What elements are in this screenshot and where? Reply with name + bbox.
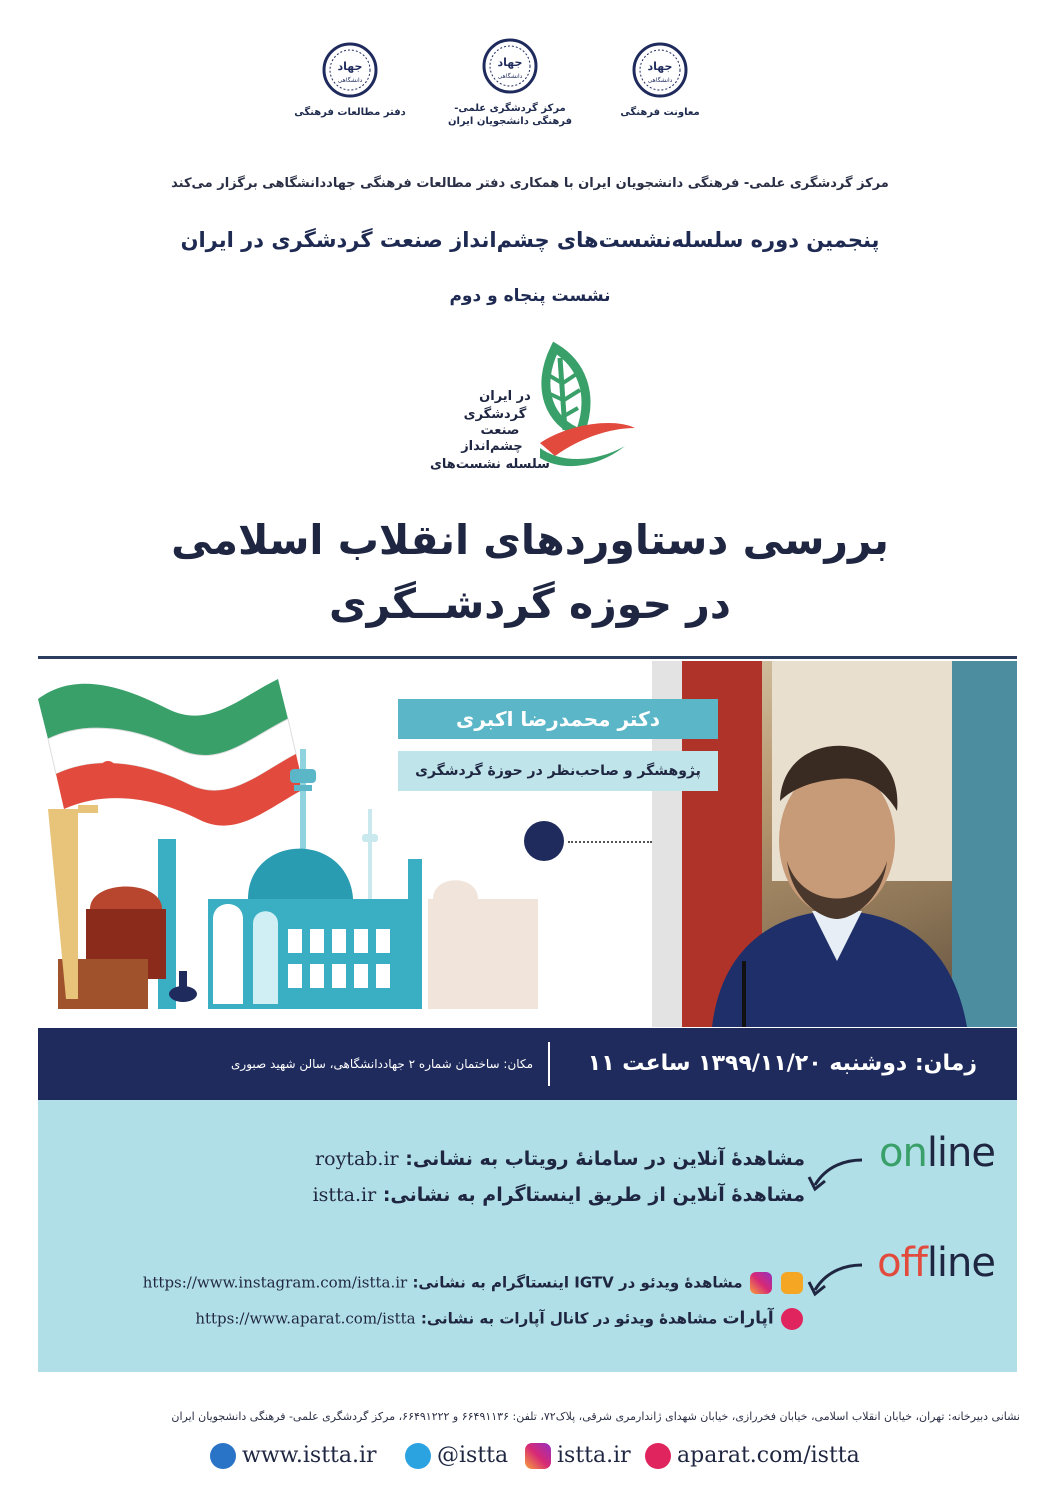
emblem-line-4: چشم‌انداز (461, 439, 523, 454)
offline-tag-off: off (877, 1240, 927, 1286)
speaker-name: دکتر محمدرضا اکبری (398, 699, 718, 739)
logo-label: معاونت فرهنگی (620, 107, 700, 118)
aparat-icon (781, 1308, 803, 1330)
logo-cultural-deputy (590, 42, 730, 119)
online-row-instagram (313, 1184, 805, 1206)
logo-tourism-center (440, 38, 580, 128)
seal-text: جهاد (337, 60, 363, 73)
intro-text: مرکز گردشگری علمی- فرهنگی دانشجویان ایران با همکاری دفتر مطالعات فرهنگی جهاددانشگاهی برگزار می‌کند (171, 176, 889, 191)
logo-cultural-studies (280, 42, 420, 119)
offline-row-text: مشاهدهٔ ویدئو در کانال آپارات به نشانی: (420, 1309, 718, 1328)
footer-links (200, 1438, 860, 1474)
series-title: پنجمین دوره سلسله‌نشست‌های چشم‌انداز صنعت گردشگری در ایران (180, 228, 880, 252)
istta-link[interactable]: istta.ir (312, 1184, 377, 1206)
online-row-text: مشاهدهٔ آنلاین از طریق اینستاگرام به نشانی: (382, 1184, 805, 1206)
speaker-banner (38, 656, 1017, 1028)
emblem-line-3: صنعت (480, 423, 520, 438)
telegram-icon (405, 1443, 431, 1469)
footer-aparat-text: aparat.com/istta (677, 1443, 860, 1468)
secretariat-address: نشانی دبیرخانه: تهران، خیابان انقلاب اسلامی، خیابان فخررازی، خیابان شهدای ژاندارمری شرقی، پلاک۷۲، تلفن: ۶۶۴۹۱۱۳۶ و ۶۶۴۹۱۲۲۲، مرکز گردشگری علمی- فرهنگی دانشجویان ایران (171, 1410, 1020, 1423)
offline-tag (877, 1240, 995, 1286)
main-title-line-1: بررسی دستاوردهای انقلاب اسلامی (171, 516, 889, 564)
footer-website-text: www.istta.ir (242, 1443, 377, 1468)
emblem-line-5: سلسله نشست‌های (430, 457, 550, 472)
online-tag-on: on (878, 1130, 927, 1176)
offline-row-text: مشاهدهٔ ویدئو در IGTV اینستاگرام به نشانی: (412, 1273, 743, 1292)
emblem-line-2: گردشگری (463, 407, 527, 422)
offline-tag-line: line (926, 1240, 995, 1286)
online-row-text: مشاهدهٔ آنلاین در سامانهٔ رویتاب به نشانی: (405, 1148, 805, 1170)
ie-icon (210, 1443, 236, 1469)
curved-arrow-icon (807, 1260, 867, 1300)
main-title-line-2: در حوزه گردشــگری (329, 580, 731, 628)
logo-row (294, 38, 720, 138)
seal-subtext: دانشگاهی (497, 73, 523, 80)
aparat-icon (645, 1443, 671, 1469)
session-number: نشست پنجاه و دوم (449, 286, 611, 306)
swoosh-red (540, 423, 635, 456)
speaker-role: پژوهشگر و صاحب‌نظر در حوزهٔ گردشگری (398, 751, 718, 791)
connector-line (568, 841, 652, 843)
viewing-info (38, 1100, 1017, 1372)
offline-row-igtv (143, 1272, 805, 1294)
online-tag-line: line (926, 1130, 995, 1176)
online-row-roytab (315, 1148, 805, 1170)
event-place: مکان: ساختمان شماره ۲ جهاددانشگاهی، سالن شهید صبوری (231, 1057, 533, 1071)
event-time: زمان: دوشنبه ۱۳۹۹/۱۱/۲۰ ساعت ۱۱ (587, 1051, 977, 1076)
footer-aparat[interactable] (645, 1438, 860, 1474)
seal-text: جهاد (647, 60, 673, 73)
time-place-bar (38, 1028, 1017, 1100)
logo-label: دفتر مطالعات فرهنگی (294, 107, 406, 118)
logo-label: مرکز گردشگری علمی-فرهنگی دانشجویان ایران (447, 103, 573, 127)
footer-instagram[interactable] (525, 1438, 631, 1474)
instagram-icon (525, 1443, 551, 1469)
offline-row-aparat (195, 1308, 805, 1330)
instagram-igtv-link[interactable]: https://www.instagram.com/istta.ir (142, 1273, 408, 1292)
main-title (60, 508, 1000, 636)
connector-dot (524, 821, 564, 861)
curved-arrow-icon (807, 1155, 867, 1195)
series-emblem (420, 338, 650, 478)
seal-subtext: دانشگاهی (337, 77, 363, 84)
footer-telegram[interactable] (405, 1438, 508, 1474)
jahad-seal-icon (482, 38, 538, 94)
emblem-line-1: در ایران (479, 389, 531, 404)
seal-text: جهاد (497, 56, 523, 69)
instagram-icon (750, 1272, 772, 1294)
footer-instagram-text: istta.ir (557, 1443, 631, 1468)
jahad-seal-icon (322, 42, 378, 98)
footer-website[interactable] (210, 1438, 377, 1474)
divider (548, 1042, 550, 1086)
roytab-link[interactable]: roytab.ir (315, 1148, 399, 1170)
aparat-link[interactable]: https://www.aparat.com/istta (195, 1309, 416, 1328)
online-tag (879, 1130, 995, 1176)
igtv-icon (781, 1272, 803, 1294)
seal-subtext: دانشگاهی (647, 77, 673, 84)
jahad-seal-icon (632, 42, 688, 98)
footer-telegram-text: @istta (437, 1443, 509, 1468)
aparat-brand: آپارات (722, 1308, 774, 1329)
